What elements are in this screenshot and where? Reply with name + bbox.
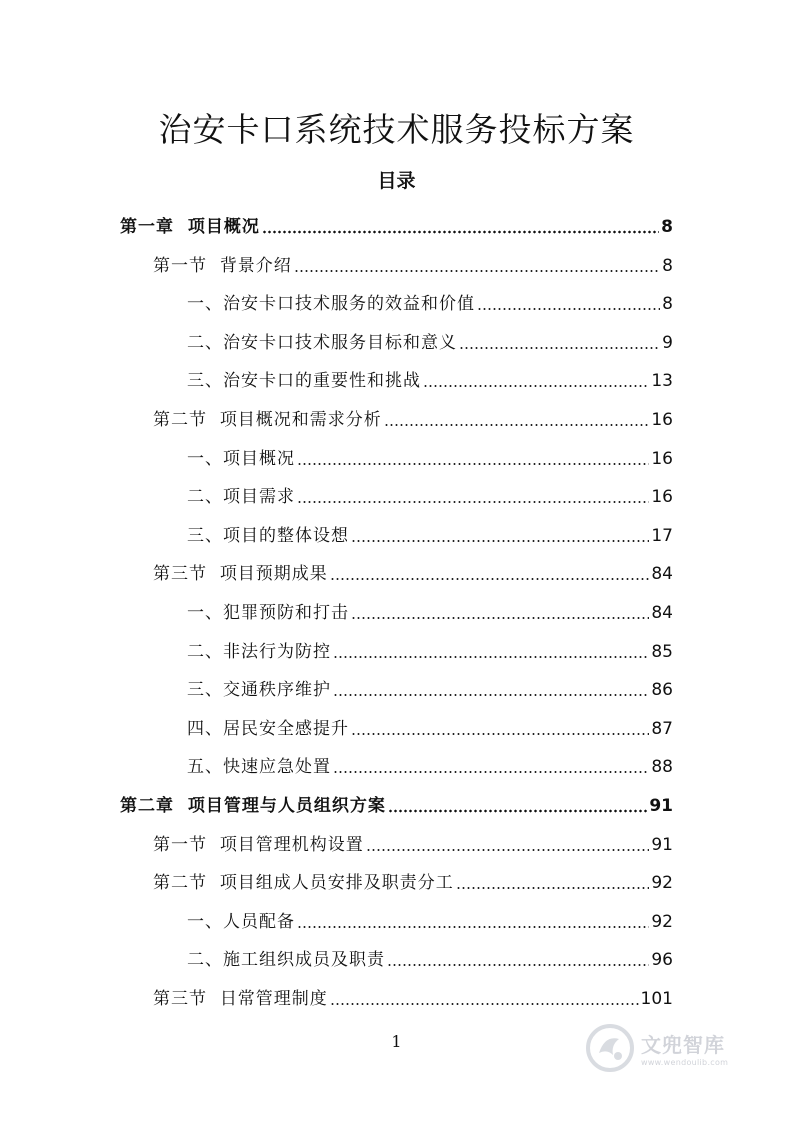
toc-entry-label: 犯罪预防和打击 bbox=[223, 603, 349, 623]
toc-entry-number: 第一节 bbox=[153, 834, 220, 855]
toc-entry-label: 项目组成人员安排及职责分工 bbox=[219, 873, 454, 894]
toc-entry-page: 86 bbox=[651, 680, 673, 701]
toc-entry-number: 第一节 bbox=[153, 255, 220, 276]
toc-entry-label: 项目的整体设想 bbox=[223, 525, 349, 546]
toc-entry-label: 治安卡口的重要性和挑战 bbox=[223, 371, 421, 392]
toc-entry-number: 五、 bbox=[187, 757, 223, 778]
toc-leader-dots bbox=[297, 462, 649, 466]
page-number: 1 bbox=[391, 1032, 402, 1051]
toc-entry-page: 91 bbox=[651, 834, 673, 855]
toc-entry-number: 一、 bbox=[187, 603, 223, 623]
toc-entry-number: 二、 bbox=[187, 487, 223, 508]
toc-leader-dots bbox=[294, 269, 660, 273]
toc-entry[interactable] bbox=[187, 518, 673, 548]
toc-leader-dots bbox=[388, 809, 647, 813]
toc-entry-page: 8 bbox=[662, 255, 673, 276]
toc-entry[interactable] bbox=[187, 711, 673, 741]
toc-leader-dots bbox=[366, 848, 650, 852]
toc-entry[interactable] bbox=[187, 325, 673, 355]
toc-leader-dots bbox=[456, 886, 650, 890]
toc-entry-page: 84 bbox=[651, 603, 673, 623]
toc-entry[interactable] bbox=[187, 441, 673, 471]
toc-leader-dots bbox=[459, 346, 660, 350]
watermark-url: www.wendoulib.com bbox=[641, 1058, 729, 1067]
toc-entry-label: 治安卡口技术服务的效益和价值 bbox=[223, 294, 475, 315]
toc-entry-label: 项目概况 bbox=[187, 217, 260, 237]
toc-entry-label: 项目概况 bbox=[223, 448, 295, 469]
toc-entry-number: 第一章 bbox=[120, 217, 188, 237]
toc-leader-dots bbox=[333, 770, 649, 774]
toc-entry-number: 一、 bbox=[187, 911, 223, 932]
toc-entry-number: 一、 bbox=[187, 448, 223, 469]
toc-entry[interactable] bbox=[187, 363, 673, 393]
wendou-logo-icon bbox=[585, 1023, 635, 1073]
toc-entry[interactable] bbox=[153, 865, 673, 895]
toc-entry-page: 84 bbox=[651, 564, 673, 585]
toc-entry[interactable] bbox=[120, 788, 673, 818]
toc-entry-number: 二、 bbox=[187, 332, 223, 353]
toc-entry-number: 第二节 bbox=[153, 410, 220, 430]
toc-entry-page: 92 bbox=[651, 911, 673, 932]
toc-entry-label: 项目需求 bbox=[223, 487, 295, 508]
toc-entry[interactable] bbox=[187, 942, 673, 972]
toc-entry-page: 13 bbox=[651, 371, 673, 392]
toc-entry-number: 第三节 bbox=[153, 564, 220, 585]
toc-entry-number: 三、 bbox=[187, 680, 223, 701]
toc-leader-dots bbox=[351, 539, 649, 543]
document-title: 治安卡口系统技术服务投标方案 bbox=[158, 110, 635, 149]
toc-leader-dots bbox=[423, 384, 649, 388]
toc-entry-page: 16 bbox=[651, 448, 673, 469]
toc-entry-page: 96 bbox=[651, 950, 673, 971]
toc-entry-page: 91 bbox=[649, 796, 673, 816]
toc-entry[interactable] bbox=[187, 749, 673, 779]
toc-entry-label: 交通秩序维护 bbox=[223, 680, 331, 701]
toc-entry-label: 快速应急处置 bbox=[223, 757, 331, 778]
toc-entry-label: 项目管理机构设置 bbox=[219, 834, 364, 855]
toc-leader-dots bbox=[330, 577, 650, 581]
toc-entry[interactable] bbox=[187, 479, 673, 509]
toc-entry-label: 日常管理制度 bbox=[219, 989, 328, 1009]
toc-entry-number: 第三节 bbox=[153, 989, 220, 1009]
toc-leader-dots bbox=[387, 963, 649, 967]
toc-entry-number: 二、 bbox=[187, 641, 223, 662]
toc-entry-number: 四、 bbox=[187, 718, 223, 739]
toc-entry[interactable] bbox=[187, 672, 673, 702]
toc-entry-page: 8 bbox=[661, 217, 673, 237]
toc-entry-label: 非法行为防控 bbox=[223, 641, 331, 662]
toc-heading: 目录 bbox=[377, 170, 416, 192]
toc-entry-page: 85 bbox=[651, 641, 673, 662]
watermark bbox=[585, 1018, 785, 1078]
toc-entry-page: 9 bbox=[662, 332, 673, 353]
toc-entry-number: 二、 bbox=[187, 950, 223, 971]
toc-entry[interactable] bbox=[153, 402, 673, 432]
toc-entry[interactable] bbox=[153, 981, 673, 1011]
toc-entry-label: 居民安全感提升 bbox=[223, 718, 349, 739]
toc-entry-label: 项目概况和需求分析 bbox=[219, 410, 382, 430]
toc-leader-dots bbox=[262, 230, 659, 234]
toc-entry-page: 8 bbox=[662, 294, 673, 315]
toc-entry-number: 三、 bbox=[187, 525, 223, 546]
toc-entry[interactable] bbox=[187, 634, 673, 664]
toc-entry-label: 背景介绍 bbox=[219, 255, 292, 276]
toc-entry-page: 87 bbox=[651, 718, 673, 739]
toc-entry-label: 治安卡口技术服务目标和意义 bbox=[223, 332, 457, 353]
toc-leader-dots bbox=[477, 307, 660, 311]
toc-entry[interactable] bbox=[153, 248, 673, 278]
toc-entry-number: 三、 bbox=[187, 371, 223, 392]
toc-entry-page: 17 bbox=[651, 525, 673, 546]
toc-entry-label: 施工组织成员及职责 bbox=[223, 950, 385, 971]
toc-leader-dots bbox=[333, 655, 649, 659]
toc-leader-dots bbox=[330, 1002, 639, 1006]
toc-entry-number: 一、 bbox=[187, 294, 223, 315]
toc-leader-dots bbox=[333, 693, 649, 697]
toc-entry-number: 第二章 bbox=[120, 796, 188, 816]
toc-entry-label: 人员配备 bbox=[223, 911, 295, 932]
toc-entry-number: 第二节 bbox=[153, 873, 220, 894]
toc-entry-label: 项目管理与人员组织方案 bbox=[187, 796, 386, 816]
toc-entry[interactable] bbox=[153, 827, 673, 857]
toc-leader-dots bbox=[297, 925, 649, 929]
watermark-name: 文兜智库 bbox=[641, 1033, 725, 1057]
toc-entry-page: 92 bbox=[651, 873, 673, 894]
toc-leader-dots bbox=[297, 500, 649, 504]
toc-entry[interactable] bbox=[120, 209, 673, 239]
toc-entry[interactable] bbox=[187, 286, 673, 316]
toc-entry[interactable] bbox=[187, 904, 673, 934]
toc-leader-dots bbox=[384, 423, 650, 427]
toc-entry-page: 101 bbox=[640, 989, 673, 1009]
toc-leader-dots bbox=[351, 616, 649, 620]
toc-entry-page: 16 bbox=[651, 487, 673, 508]
toc-leader-dots bbox=[351, 732, 649, 736]
toc-entry-label: 项目预期成果 bbox=[219, 564, 328, 585]
toc-entry[interactable] bbox=[187, 595, 673, 625]
toc-entry-page: 88 bbox=[651, 757, 673, 778]
toc-entry-page: 16 bbox=[651, 410, 673, 430]
toc-entry[interactable] bbox=[153, 556, 673, 586]
